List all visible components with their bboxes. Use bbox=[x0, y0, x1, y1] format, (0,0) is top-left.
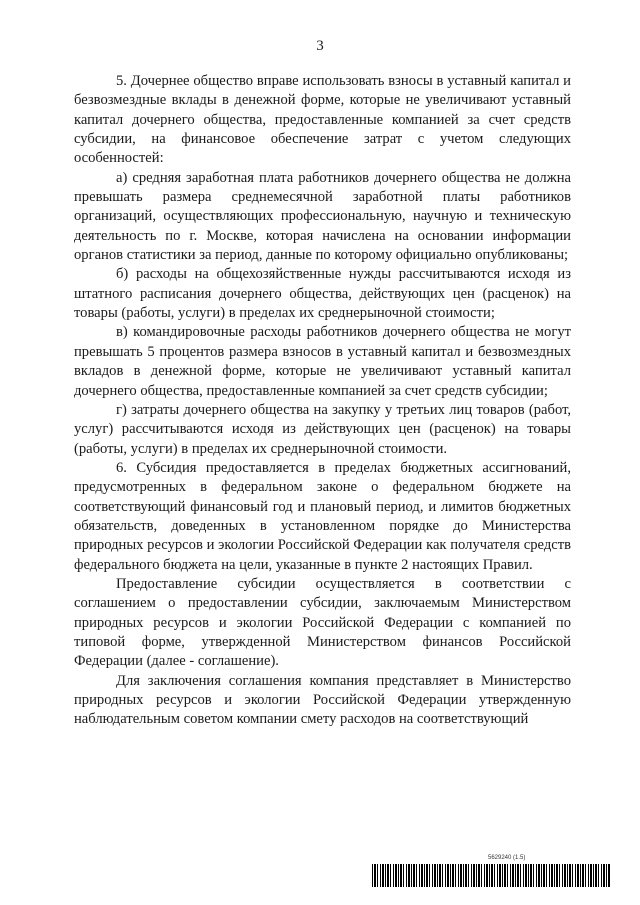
document-body bbox=[74, 72, 571, 730]
paragraph-subitem-v: в) командировочные расходы работников дочернего общества не могут превышать 5 процентов размера взносов в уставный капитал и безвозмездных вкладов в денежной форме, которые не увеличивают уставный капитал дочернего общества, предоставленные компанией за счет средств субсидии; bbox=[74, 324, 571, 399]
barcode-icon bbox=[372, 864, 610, 887]
paragraph-item-6: 6. Субсидия предоставляется в пределах бюджетных ассигнований, предусмотренных в федеральном законе о федеральном бюджете на соответствующий финансовый год и плановый период, и лимитов бюджетных обязательств, доведенных в установленном порядке до Министерства природных ресурсов и экологии Российской Федерации как получателя средств федерального бюджета на цели, указанные в пункте 2 настоящих Правил. bbox=[74, 459, 571, 573]
paragraph-subitem-b: б) расходы на общехозяйственные нужды рассчитываются исходя из штатного расписания дочернего общества, действующих цен (расценок) на товары (работы, услуги) в пределах их среднерыночной стоимости; bbox=[74, 266, 571, 322]
paragraph-agreement: Предоставление субсидии осуществляется в соответствии с соглашением о предоставлении субсидии, заключаемым Министерством природных ресурсов и экологии Российской Федерации с компанией по типовой форме, утвержденной Министерством финансов Российской Федерации (далее - соглашение). bbox=[74, 575, 571, 670]
barcode-caption: 5629240 (1.5) bbox=[488, 855, 526, 861]
page-number: 3 bbox=[316, 38, 324, 54]
paragraph-agreement-conclusion: Для заключения соглашения компания представляет в Министерство природных ресурсов и экологии Российской Федерации утвержденную наблюдательным советом компании смету расходов на соответствующий bbox=[74, 672, 571, 728]
paragraph-item-5: 5. Дочернее общество вправе использовать взносы в уставный капитал и безвозмездные вклады в денежной форме, которые не увеличивают уставный капитал дочернего общества, предоставленные компанией за счет средств субсидии, на финансовое обеспечение затрат с учетом следующих особенностей: bbox=[74, 73, 571, 167]
paragraph-subitem-a: а) средняя заработная плата работников дочернего общества не должна превышать размера среднемесячной заработной платы работников организаций, осуществляющих профессиональную, научную и техническую деятельность по г. Москве, которая начислена на основании информации органов статистики за период, данные по которому официально опубликованы; bbox=[74, 169, 571, 264]
paragraph-subitem-g: г) затраты дочернего общества на закупку у третьих лиц товаров (работ, услуг) рассчитываются исходя из действующих цен (расценок) на товары (работы, услуги) в пределах их среднерыночной стоимости. bbox=[74, 401, 571, 457]
